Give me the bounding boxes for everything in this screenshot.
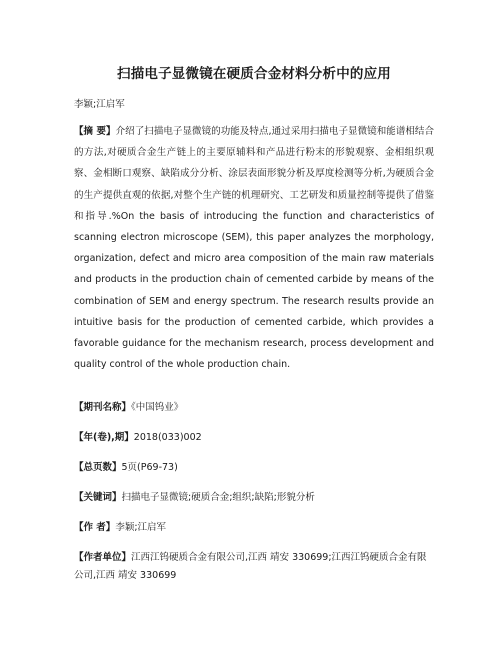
field-journal-value: 《中国钨业》 — [131, 402, 184, 413]
abstract-text-en: On the basis of introducing the function and characteristics of scanning electron microscope (SEM), this paper analyzes the morphology, organization, defect and micro area composition of the main raw materials and products in the production chain of cemented carbide by means of the combination of SEM and energy spectrum. The research results provide an intuitive basis for the production of cemented carbide, which provides a favorable guidance for the mechanism research, process development and quality control of the whole production chain. — [74, 210, 435, 371]
paper-title: 扫描电子显微镜在硬质合金材料分析中的应用 — [117, 66, 391, 82]
field-year-issue-label: 【年(卷),期】 — [74, 432, 134, 443]
field-pages — [74, 458, 434, 478]
field-journal-label: 【期刊名称】 — [74, 402, 132, 413]
paper-authors: 李颖;江启军 — [74, 99, 125, 110]
field-year-issue — [74, 428, 434, 448]
abstract-label: 【摘 要】 — [74, 126, 116, 137]
abstract-text-zh: 介绍了扫描电子显微镜的功能及特点,通过采用扫描电子显微镜和能谱相结合的方法,对硬质合金生产链上的主要原辅料和产品进行粉末的形貌观察、金相组织观察、金相断口观察、缺陷成分分析、涂层表面形貌分析及厚度检测等分析,为硬质合金的生产提供直观的依据,对整个生产链的机理研究、工艺研发和质量控制等提供了借鉴和指导.% — [74, 126, 434, 222]
field-author — [74, 518, 434, 538]
field-keywords — [74, 488, 434, 508]
field-author-value: 李颖;江启军 — [115, 522, 167, 533]
field-year-issue-value: 2018(033)002 — [133, 432, 202, 443]
field-affiliation-label: 【作者单位】 — [74, 552, 132, 563]
abstract-block — [74, 121, 434, 375]
field-keywords-label: 【关键词】 — [74, 492, 122, 503]
field-keywords-value: 扫描电子显微镜;硬质合金;组织;缺陷;形貌分析 — [121, 492, 315, 503]
field-pages-label: 【总页数】 — [74, 462, 122, 473]
field-affiliation — [74, 549, 434, 585]
field-affiliation-value: 江西江钨硬质合金有限公司,江西 靖安 330699;江西江钨硬质合金有限公司,江西 靖安 330699 — [74, 552, 427, 581]
field-author-label: 【作 者】 — [74, 522, 116, 533]
field-pages-value: 5页(P69-73) — [121, 462, 178, 473]
field-journal — [74, 398, 434, 418]
